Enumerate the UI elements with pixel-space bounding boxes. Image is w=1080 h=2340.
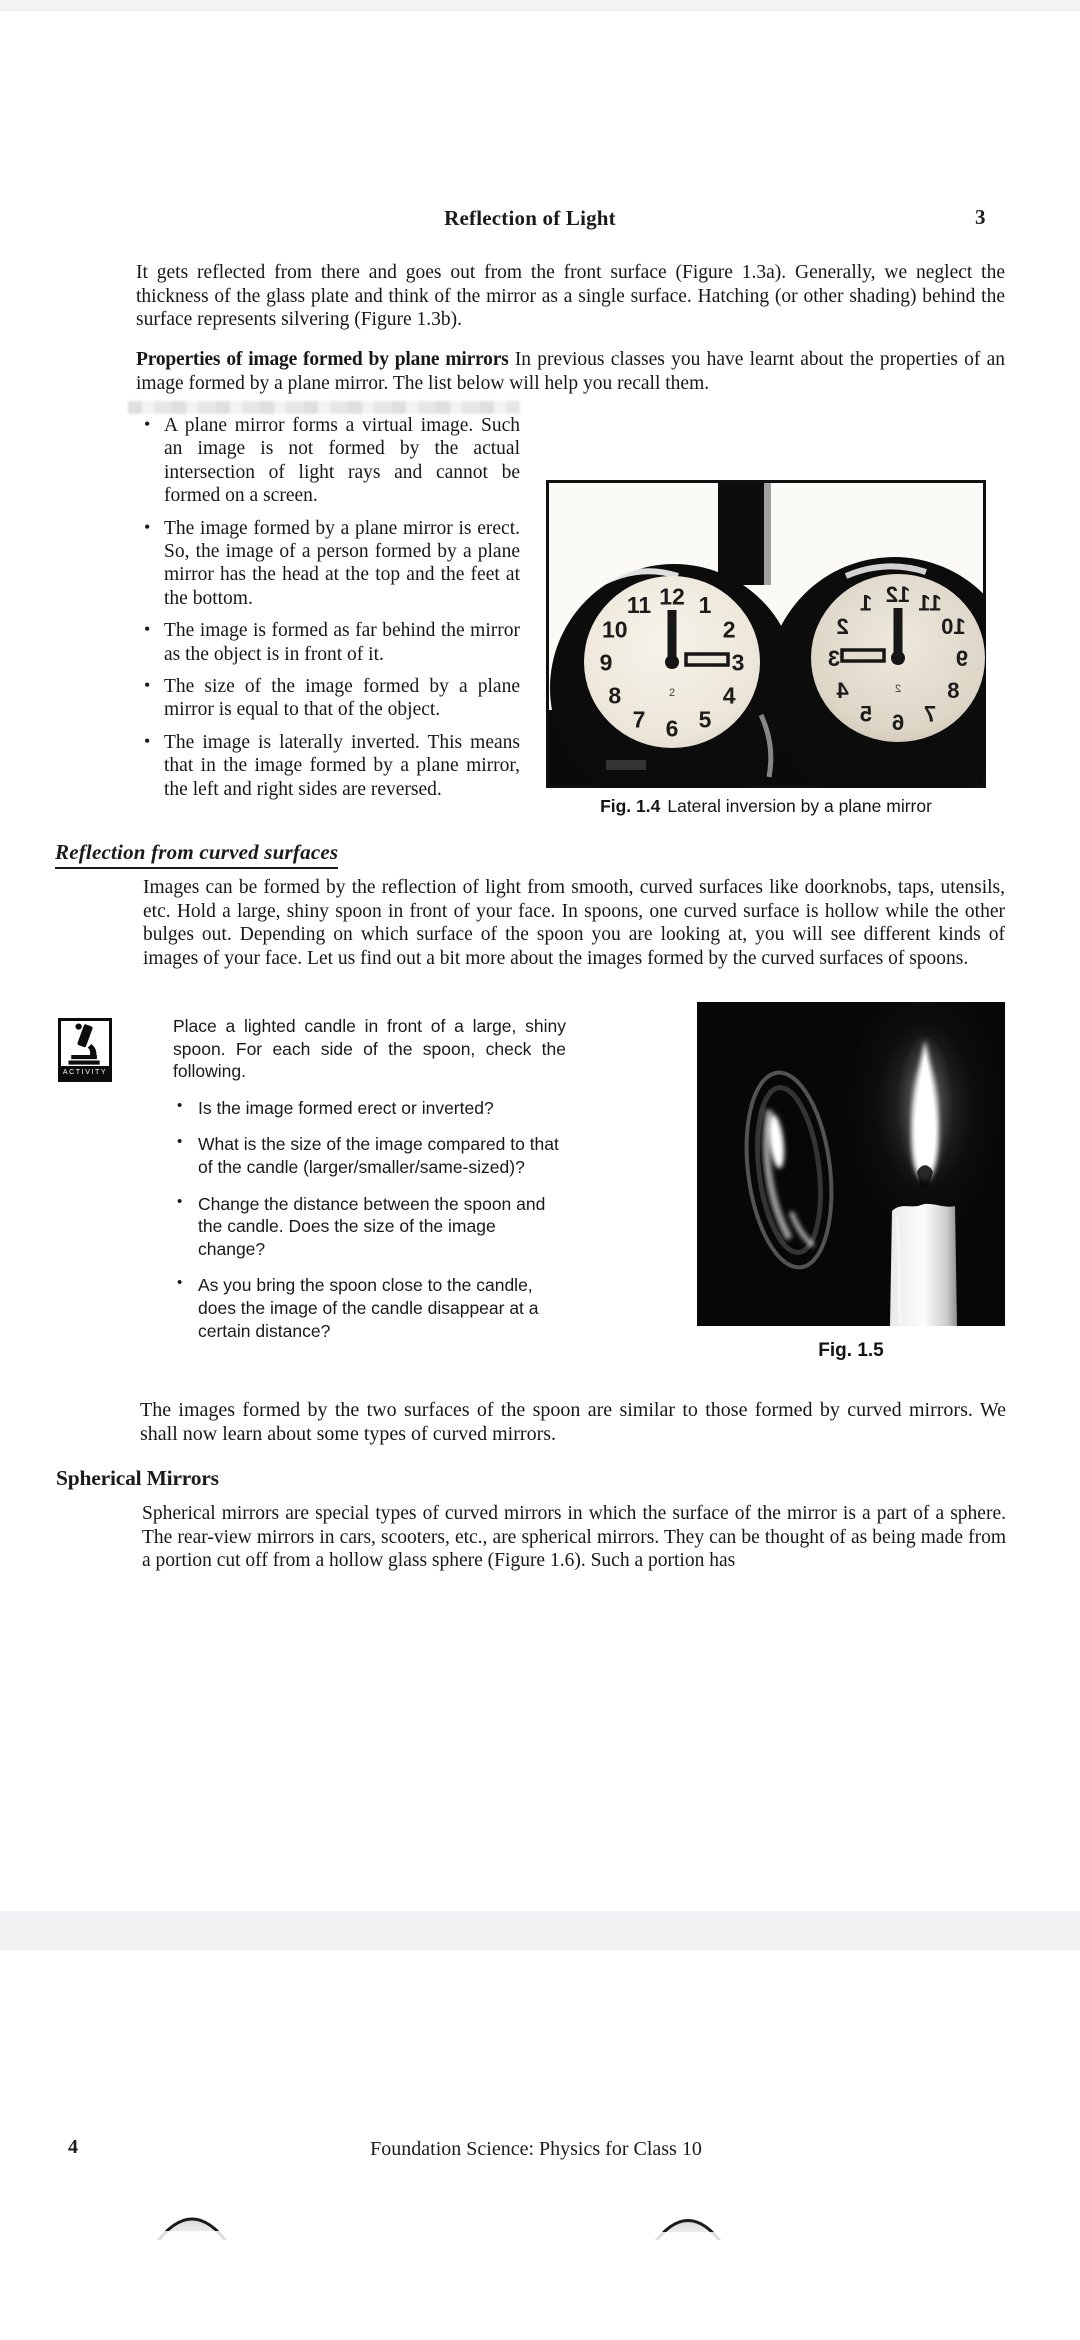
- book-running-title: Foundation Science: Physics for Class 10: [370, 2138, 702, 2160]
- svg-text:6: 6: [665, 715, 679, 742]
- svg-text:11: 11: [626, 592, 652, 619]
- page-number-3: 3: [975, 205, 986, 229]
- svg-text:12: 12: [885, 581, 911, 607]
- android-nav-bar: [0, 2240, 1080, 2340]
- curved-surfaces-paragraph: Images can be formed by the reflection of light from smooth, curved surfaces like doorknobs, taps, utensils, etc. Hold a large, shiny spoon in front of your face. In spoons, one curved surface is hollow while the other bulges out. Depending on which surface of the spoon you are looking at, you will see different kinds of images of your face. Let us find out a bit more about the images formed by the curved surfaces of spoons.: [143, 877, 1005, 969]
- figure-1-4-label: Fig. 1.4: [600, 796, 661, 816]
- bullet-icon: •: [144, 730, 151, 751]
- activity-bullet-list: [173, 1097, 566, 1342]
- figure-1-5-caption: Fig. 1.5: [818, 1340, 884, 1361]
- svg-text:7: 7: [632, 706, 646, 733]
- bullet-icon: •: [177, 1192, 183, 1210]
- bullet-icon: •: [177, 1274, 183, 1292]
- svg-text:4: 4: [722, 682, 736, 709]
- svg-text:1: 1: [698, 592, 712, 619]
- activity-list-item: • As you bring the spoon close to the candle, does the image of the candle disappear at a certain distance?: [177, 1274, 539, 1341]
- properties-paragraph: [136, 348, 1005, 395]
- list-item: • The image is laterally inverted. This means that in the image formed by a plane mirror, the left and right sides are reversed.: [144, 730, 520, 800]
- previous-page-edge: [0, 0, 1080, 11]
- properties-intro-text: In previous classes you have learnt about the properties of an image formed by a plane mirror. The list below will help you recall them.: [136, 349, 1006, 394]
- svg-text:5: 5: [859, 701, 873, 727]
- spoon-summary-paragraph: The images formed by the two surfaces of the spoon are similar to those formed by curved mirrors. We shall now learn about some types of curved mirrors.: [140, 1399, 1006, 1445]
- scan-smudge-artifact: [128, 401, 520, 414]
- intro-paragraph: It gets reflected from there and goes out from the front surface (Figure 1.3a). Generally, we neglect the thickness of the glass plate and think of the mirror as a single surface. Hatching (or other shading) behind the surface represents silvering (Figure 1.3b).: [136, 262, 1005, 330]
- svg-text:2: 2: [894, 683, 902, 695]
- activity-label: ACTIVITY: [61, 1066, 109, 1079]
- bullet-icon: •: [144, 414, 151, 434]
- activity-content: [173, 1015, 566, 1356]
- chapter-running-title: Reflection of Light: [444, 206, 616, 230]
- svg-text:8: 8: [608, 682, 622, 709]
- svg-text:3: 3: [731, 649, 745, 676]
- bullet-icon: •: [144, 675, 151, 696]
- activity-list-item: • Change the distance between the spoon and the candle. Does the size of the image change?: [177, 1192, 546, 1259]
- svg-text:10: 10: [941, 613, 966, 639]
- activity-list-item: • What is the size of the image compared to that of the candle (larger/smaller/same-sized)?: [177, 1133, 559, 1177]
- page-separator-band: [0, 1911, 1080, 1950]
- page-number-4: 4: [68, 2136, 78, 2158]
- activity-box: [58, 1018, 112, 1082]
- bullet-icon: •: [144, 619, 151, 640]
- list-item: • The size of the image formed by a plane mirror is equal to that of the object.: [144, 675, 520, 721]
- svg-text:4: 4: [836, 677, 849, 703]
- svg-text:6: 6: [891, 709, 905, 735]
- list-item: • The image formed by a plane mirror is erect. So, the image of a person formed by a plane mirror has the head at the top and the feet at the bottom.: [144, 516, 520, 609]
- properties-bullet-list: [143, 414, 520, 810]
- svg-text:8: 8: [947, 677, 960, 703]
- figure-1-4-caption-text: Lateral inversion by a plane mirror: [667, 796, 932, 816]
- svg-text:12: 12: [659, 583, 685, 610]
- svg-text:10: 10: [602, 616, 628, 643]
- activity-intro: Place a lighted candle in front of a large, shiny spoon. For each side of the spoon, check the following.: [173, 1016, 566, 1082]
- svg-text:9: 9: [955, 645, 969, 671]
- bullet-icon: •: [144, 516, 151, 537]
- microscope-icon: [63, 1022, 107, 1066]
- properties-runin-heading: Properties of image formed by plane mirrors: [136, 349, 509, 370]
- svg-text:2: 2: [668, 687, 676, 699]
- figure-1-4-clocks-photo: [546, 480, 986, 788]
- figure-1-5-candle-photo: [697, 1002, 1005, 1326]
- activity-list-item: • Is the image formed erect or inverted?: [177, 1096, 494, 1118]
- svg-text:3: 3: [827, 645, 841, 671]
- svg-text:11: 11: [918, 590, 942, 616]
- list-item: • The image is formed as far behind the mirror as the object is in front of it.: [144, 619, 520, 665]
- bullet-icon: •: [177, 1096, 183, 1114]
- svg-text:7: 7: [923, 701, 937, 727]
- section-heading-curved-surfaces: Reflection from curved surfaces: [55, 840, 338, 869]
- section-heading-spherical-mirrors: Spherical Mirrors: [56, 1466, 219, 1490]
- svg-text:5: 5: [698, 706, 712, 733]
- svg-text:2: 2: [722, 616, 736, 643]
- figure-1-4-caption: [546, 796, 986, 817]
- list-item: • A plane mirror forms a virtual image. Such an image is not formed by the actual intersection of light rays and cannot be formed on a screen.: [144, 414, 520, 507]
- bullet-icon: •: [177, 1133, 183, 1151]
- svg-text:1: 1: [859, 590, 873, 616]
- spherical-mirrors-paragraph: Spherical mirrors are special types of curved mirrors in which the surface of the mirror is a part of a sphere. The rear-view mirrors in cars, scooters, etc., are spherical mirrors. They can be thought of as being made from a portion cut off from a hollow glass sphere (Figure 1.6). Such a portion has: [142, 1503, 1006, 1571]
- svg-text:9: 9: [599, 649, 613, 676]
- svg-text:2: 2: [836, 613, 849, 639]
